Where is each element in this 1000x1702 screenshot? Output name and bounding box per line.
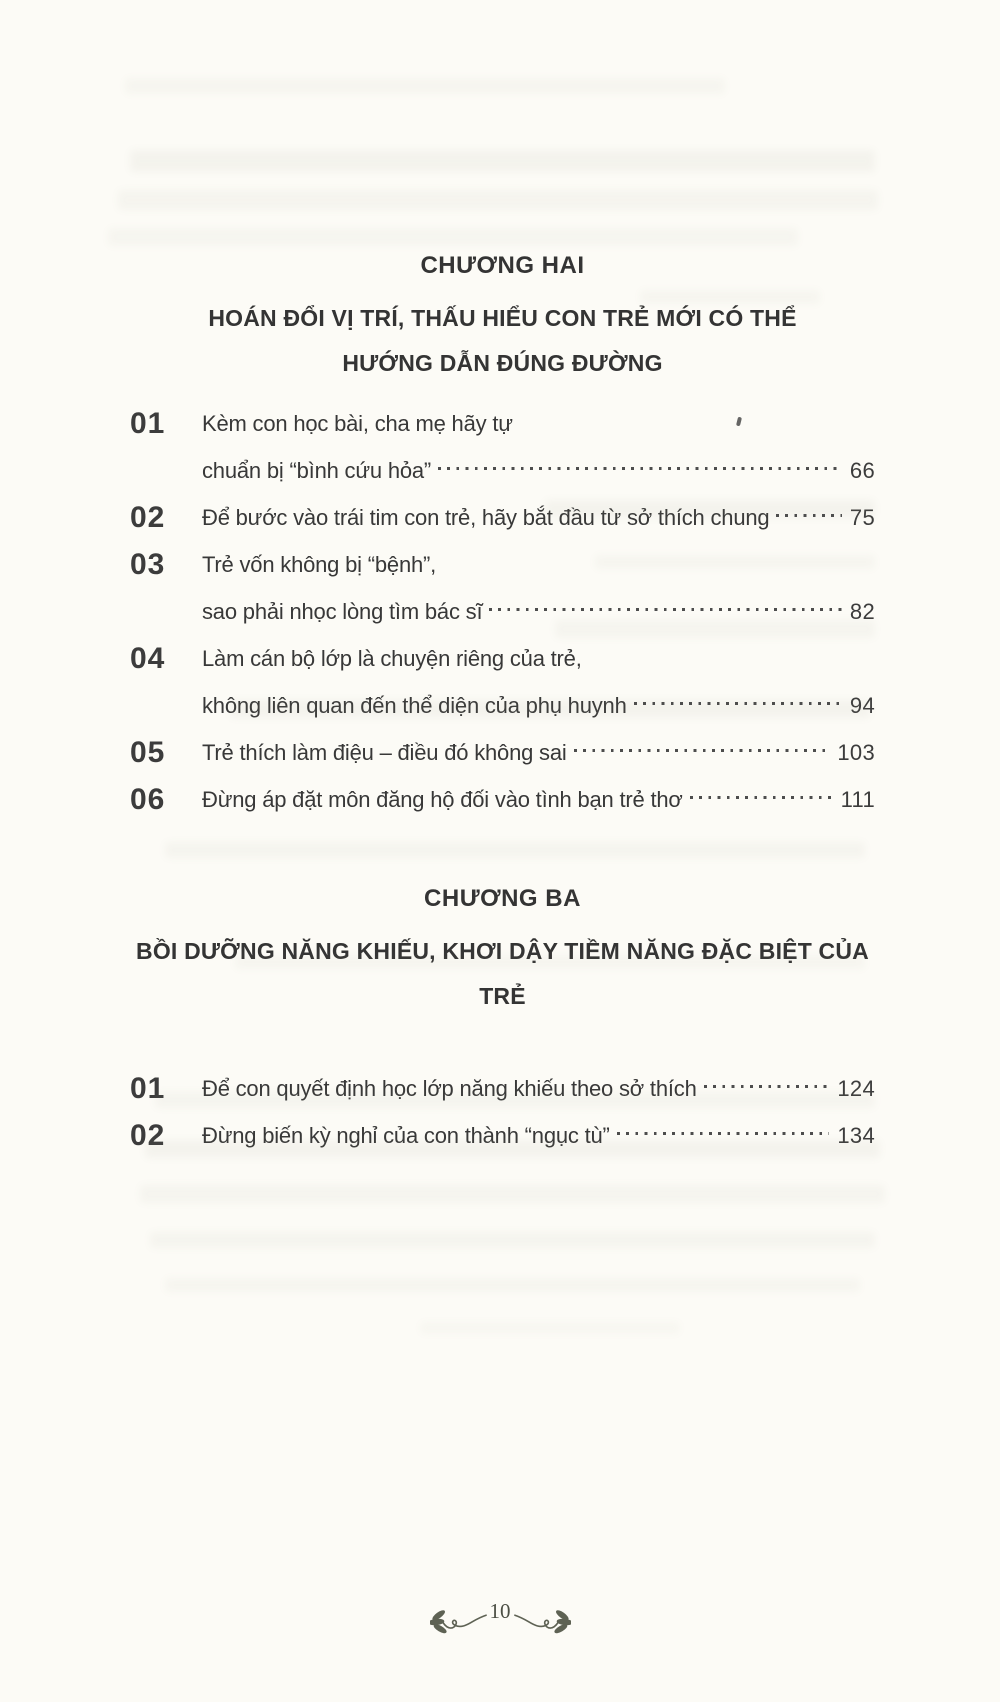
chapter-subtitle-line: HƯỚNG DẪN ĐÚNG ĐƯỜNG xyxy=(342,350,663,376)
entry-text-line xyxy=(202,541,875,588)
entry-text-line xyxy=(202,447,875,494)
entry-text: Trẻ vốn không bị “bệnh”, xyxy=(202,552,437,577)
toc-entry xyxy=(130,635,875,729)
entry-text-line xyxy=(202,729,875,776)
entry-text: Kèm con học bài, cha mẹ hãy tự xyxy=(202,411,513,436)
entry-number: 05 xyxy=(130,736,166,769)
chapter-title: CHƯƠNG BA xyxy=(424,885,581,912)
chapter-subtitle-line: HOÁN ĐỔI VỊ TRÍ, THẤU HIỂU CON TRẺ MỚI CÓ THỂ xyxy=(208,305,797,331)
chapter-two-entries xyxy=(130,400,875,823)
entry-text-line xyxy=(202,1065,875,1112)
toc-entry xyxy=(130,729,875,776)
toc-entry xyxy=(130,1112,875,1159)
page-footer xyxy=(0,1599,1000,1640)
entry-number: 01 xyxy=(130,1072,166,1105)
entry-page-number: 66 xyxy=(849,458,875,483)
toc-entry xyxy=(130,1065,875,1112)
toc-entry xyxy=(130,400,875,494)
entry-number: 02 xyxy=(130,1119,166,1152)
entry-text-line xyxy=(202,400,875,447)
entry-number: 06 xyxy=(130,783,166,816)
entry-text: Đừng biến kỳ nghỉ của con thành “ngục tù” xyxy=(202,1123,610,1148)
chapter-title: CHƯƠNG HAI xyxy=(420,252,585,279)
entry-text: Để bước vào trái tim con trẻ, hãy bắt đầu từ sở thích chung xyxy=(202,505,770,530)
entry-page-number: 75 xyxy=(849,505,875,530)
bleed-through-smudge xyxy=(420,1322,680,1334)
toc-entry xyxy=(130,776,875,823)
entry-text-line xyxy=(202,1112,875,1159)
bleed-through-smudge xyxy=(165,1278,860,1292)
leaf-flourish-icon xyxy=(430,1604,488,1640)
entry-number: 04 xyxy=(130,642,166,675)
entry-text: Để con quyết định học lớp năng khiếu theo sở thích xyxy=(202,1076,697,1101)
chapter-two-heading xyxy=(130,250,875,386)
entry-number: 03 xyxy=(130,548,166,581)
entry-page-number: 124 xyxy=(837,1076,875,1101)
page-number: 10 xyxy=(489,1599,511,1623)
entry-text-line xyxy=(202,494,875,541)
entry-page-number: 103 xyxy=(837,740,875,765)
entry-text: sao phải nhọc lòng tìm bác sĩ xyxy=(202,599,483,624)
entry-number: 02 xyxy=(130,501,166,534)
chapter-subtitle xyxy=(130,929,875,1019)
entry-text: Trẻ thích làm điệu – điều đó không sai xyxy=(202,740,567,765)
bleed-through-smudge xyxy=(150,1232,875,1248)
entry-page-number: 111 xyxy=(840,787,875,812)
entry-text: Làm cán bộ lớp là chuyện riêng của trẻ, xyxy=(202,646,582,671)
entry-page-number: 134 xyxy=(837,1123,875,1148)
toc-entry xyxy=(130,494,875,541)
chapter-subtitle xyxy=(130,296,875,386)
entry-text-line xyxy=(202,682,875,729)
chapter-three-entries xyxy=(130,1065,875,1159)
entry-text: Đừng áp đặt môn đăng hộ đối vào tình bạn trẻ thơ xyxy=(202,787,683,812)
bleed-through-smudge xyxy=(140,1185,885,1203)
entry-number: 01 xyxy=(130,407,166,440)
entry-text-line xyxy=(202,588,875,635)
entry-text-line xyxy=(202,635,875,682)
entry-page-number: 94 xyxy=(849,693,875,718)
leaf-flourish-icon xyxy=(513,1604,571,1640)
entry-text-line xyxy=(202,776,875,823)
entry-page-number: 82 xyxy=(849,599,875,624)
entry-text: chuẩn bị “bình cứu hỏa” xyxy=(202,458,432,483)
chapter-three-heading xyxy=(130,883,875,1019)
entry-text: không liên quan đến thể diện của phụ huynh xyxy=(202,693,627,718)
toc-entry xyxy=(130,541,875,635)
chapter-subtitle-line: BỒI DƯỠNG NĂNG KHIẾU, KHƠI DẬY TIỀM NĂNG ĐẶC BIỆT CỦA TRẺ xyxy=(136,938,869,1009)
